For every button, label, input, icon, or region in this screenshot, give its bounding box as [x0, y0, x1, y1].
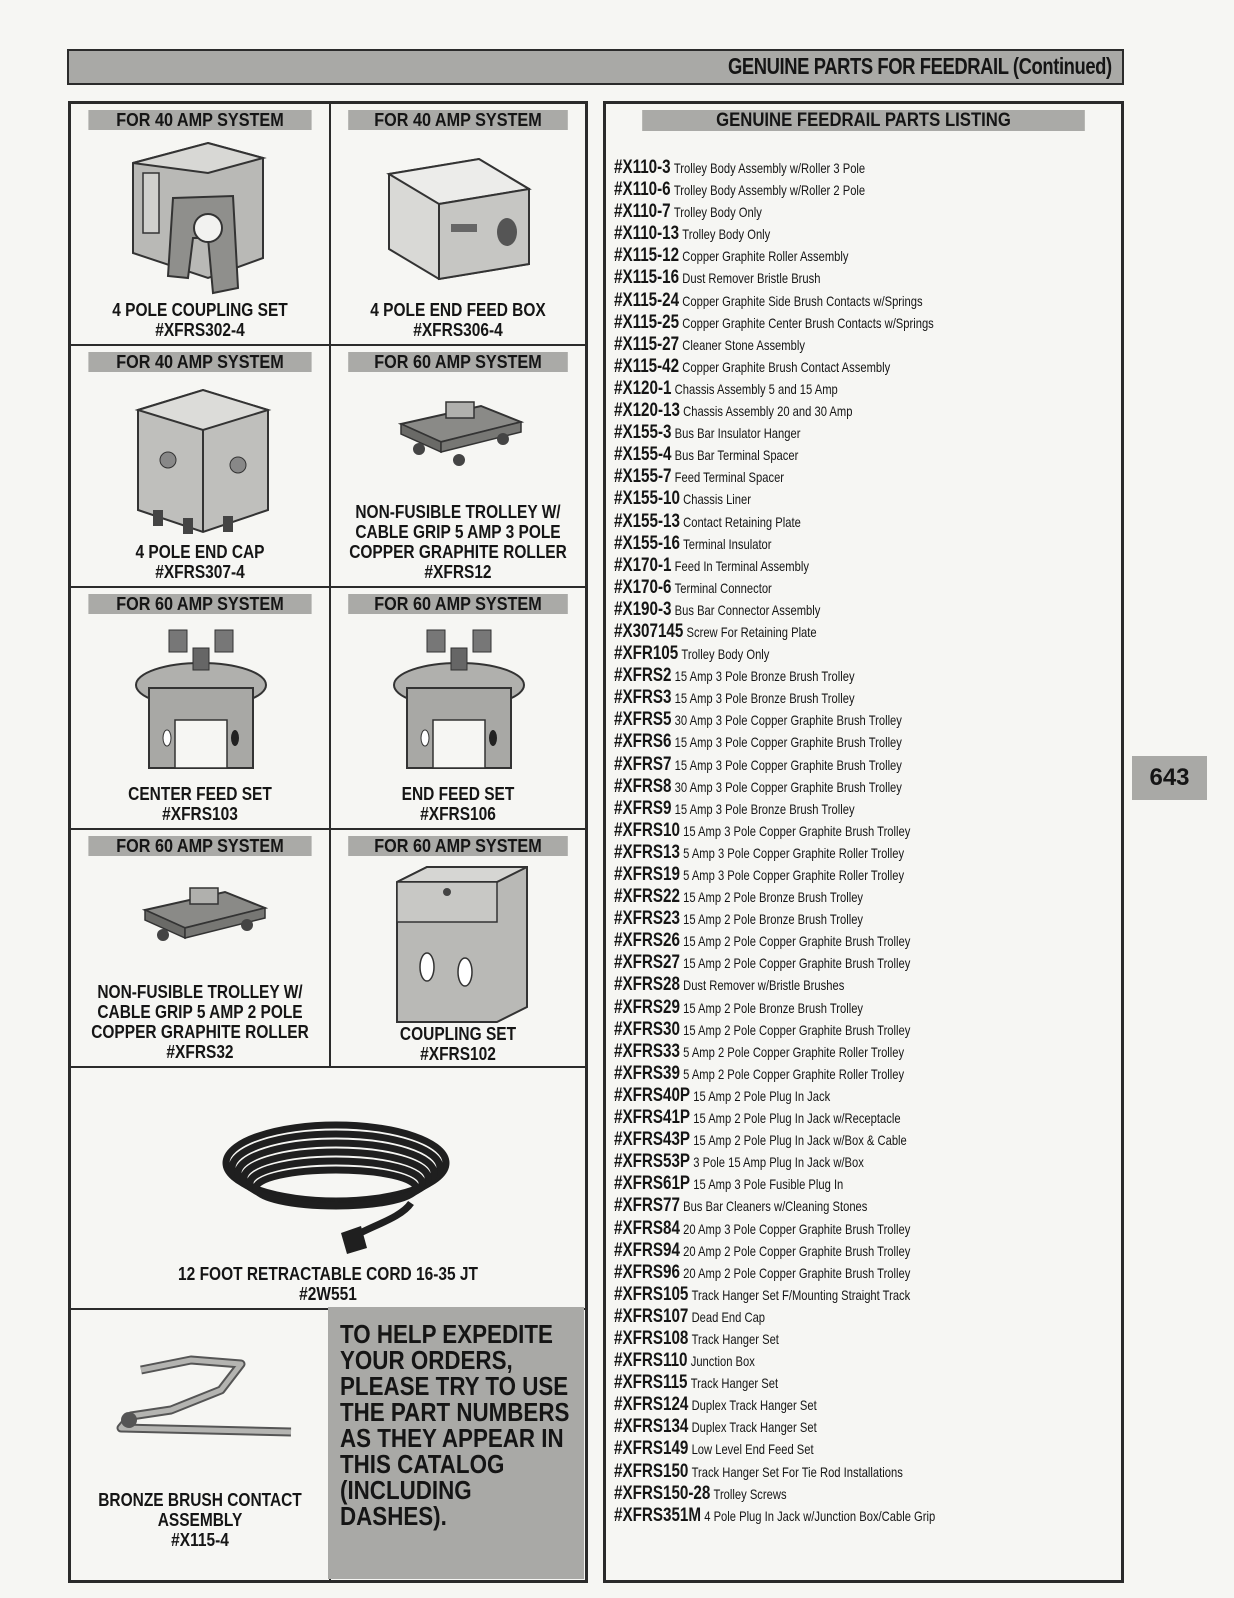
part-row [614, 599, 935, 621]
parts-list [614, 157, 1015, 1527]
part-description: 30 Amp 3 Pole Copper Graphite Brush Trolley [674, 712, 902, 729]
part-number: #X110-3 [614, 157, 671, 178]
part-number: #XFRS43P [614, 1129, 691, 1151]
part-row [614, 908, 935, 930]
system-label: FOR 40 AMP SYSTEM [88, 352, 311, 372]
part-row [614, 842, 935, 864]
part-number: #X307145 [614, 620, 684, 642]
part-description: 3 Pole 15 Amp Plug In Jack w/Box [693, 1154, 864, 1171]
parts-listing-title: GENUINE FEEDRAIL PARTS LISTING [642, 110, 1085, 131]
part-row [614, 1505, 935, 1527]
part-description: 15 Amp 3 Pole Copper Graphite Brush Trolley [674, 756, 902, 773]
part-number: #XFRS5 [614, 709, 672, 731]
part-description: 5 Amp 3 Pole Copper Graphite Roller Trolley [683, 844, 905, 861]
part-number: #X170-6 [614, 576, 672, 598]
part-number: #XFRS77 [614, 1195, 680, 1217]
product-caption: END FEED SET #XFRS106 [401, 784, 515, 824]
header-banner [67, 49, 1124, 85]
part-row [614, 290, 935, 312]
part-number: #X155-10 [614, 488, 680, 510]
part-row [614, 378, 935, 400]
part-description: 15 Amp 2 Pole Plug In Jack w/Box & Cable [693, 1132, 907, 1149]
part-row [614, 1284, 935, 1306]
part-number: #XFRS150 [614, 1460, 689, 1482]
part-number: #XFRS110 [614, 1350, 688, 1372]
product-cell-coupling-set [331, 830, 585, 1068]
part-description: Track Hanger Set [690, 1375, 779, 1392]
part-row [614, 754, 935, 776]
part-number: #XFRS124 [614, 1394, 689, 1416]
part-number: #X110-7 [614, 201, 671, 223]
part-number: #XFRS27 [614, 952, 680, 974]
part-row [614, 864, 935, 886]
part-number: #X115-12 [614, 245, 680, 267]
part-description: 15 Amp 3 Pole Copper Graphite Brush Trolley [683, 822, 911, 839]
part-row [614, 400, 935, 422]
part-row [614, 223, 935, 245]
part-number: #X120-13 [614, 400, 680, 422]
part-number: #XFRS13 [614, 841, 680, 863]
part-row [614, 533, 935, 555]
page-number-tab: 643 [1132, 756, 1207, 800]
product-caption: COUPLING SET #XFRS102 [399, 1024, 517, 1064]
part-row [614, 157, 935, 179]
part-description: 15 Amp 3 Pole Copper Graphite Brush Trolley [674, 734, 902, 751]
part-number: #XFRS107 [614, 1305, 689, 1327]
part-number: #XFRS7 [614, 753, 672, 775]
part-number: #XFRS105 [614, 1283, 689, 1305]
part-description: 4 Pole Plug In Jack w/Junction Box/Cable Grip [704, 1507, 936, 1524]
product-caption: 4 POLE END FEED BOX #XFRS306-4 [370, 300, 546, 340]
retractable-cord-photo [211, 1108, 461, 1258]
part-description: Feed In Terminal Assembly [674, 557, 809, 574]
part-number: #XFRS19 [614, 864, 680, 885]
part-row [614, 621, 935, 643]
part-row [614, 1085, 935, 1107]
part-row [614, 267, 935, 289]
part-description: 30 Amp 3 Pole Copper Graphite Brush Trolley [674, 778, 902, 795]
part-row [614, 1063, 935, 1085]
part-row [614, 577, 935, 599]
system-label: FOR 40 AMP SYSTEM [348, 110, 568, 130]
part-number: #X155-3 [614, 422, 672, 444]
part-number: #XFRS94 [614, 1239, 680, 1261]
part-number: #X155-7 [614, 466, 672, 488]
part-row [614, 687, 935, 709]
part-description: Track Hanger Set For Tie Rod Installations [691, 1463, 903, 1480]
product-cell-end-cap-4pole [71, 346, 331, 588]
part-description: Bus Bar Connector Assembly [674, 601, 821, 618]
part-row [614, 1218, 935, 1240]
part-number: #X115-16 [614, 267, 680, 289]
part-row [614, 1394, 935, 1416]
part-description: Trolley Body Only [673, 204, 762, 221]
part-description: 15 Amp 2 Pole Bronze Brush Trolley [683, 889, 864, 906]
part-row [614, 488, 935, 510]
product-caption: 12 FOOT RETRACTABLE CORD 16-35 JT #2W551 [178, 1264, 478, 1304]
part-description: Terminal Connector [674, 579, 772, 596]
part-row [614, 1306, 935, 1328]
part-number: #XFRS84 [614, 1217, 680, 1239]
part-description: 5 Amp 2 Pole Copper Graphite Roller Trolley [683, 1043, 905, 1060]
part-number: #X190-3 [614, 598, 672, 620]
page-title: GENUINE PARTS FOR FEEDRAIL (Continued) [728, 53, 1112, 79]
part-number: #XFRS53P [614, 1151, 691, 1173]
part-row [614, 1129, 935, 1151]
part-row [614, 820, 935, 842]
part-description: 15 Amp 2 Pole Plug In Jack w/Receptacle [693, 1110, 901, 1127]
trolley-2pole-photo [135, 880, 275, 960]
part-number: #X110-6 [614, 179, 671, 201]
part-description: Dead End Cap [691, 1308, 766, 1325]
part-row [614, 1438, 935, 1460]
part-description: Chassis Assembly 5 and 15 Amp [674, 380, 838, 397]
end-feed-set-photo [389, 620, 529, 785]
part-description: Terminal Insulator [683, 535, 772, 552]
part-row [614, 466, 935, 488]
part-description: 15 Amp 2 Pole Plug In Jack [693, 1087, 831, 1104]
part-number: #XFRS28 [614, 974, 680, 996]
product-cell-end-feed-set [331, 588, 585, 830]
part-description: Contact Retaining Plate [683, 513, 801, 530]
part-number: #XFRS115 [614, 1372, 688, 1394]
part-row [614, 1461, 935, 1483]
part-row [614, 1350, 935, 1372]
part-description: Trolley Body Assembly w/Roller 3 Pole [673, 160, 866, 176]
part-description: Low Level End Feed Set [691, 1441, 814, 1458]
part-description: 15 Amp 2 Pole Bronze Brush Trolley [683, 911, 864, 928]
part-row [614, 665, 935, 687]
part-description: 20 Amp 3 Pole Copper Graphite Brush Trolley [683, 1220, 911, 1237]
part-row [614, 511, 935, 533]
product-caption: CENTER FEED SET #XFRS103 [128, 784, 272, 824]
part-description: Copper Graphite Brush Contact Assembly [682, 358, 891, 375]
part-description: 15 Amp 3 Pole Bronze Brush Trolley [674, 668, 855, 685]
part-number: #X155-13 [614, 510, 680, 532]
part-row [614, 1416, 935, 1438]
product-caption: NON-FUSIBLE TROLLEY W/ CABLE GRIP 5 AMP 2 POLE COPPER GRAPHITE ROLLER #XFRS32 [91, 982, 309, 1062]
part-row [614, 1483, 935, 1505]
product-caption: 4 POLE COUPLING SET #XFRS302-4 [112, 300, 288, 340]
part-description: 15 Amp 2 Pole Bronze Brush Trolley [683, 999, 864, 1016]
part-row [614, 1173, 935, 1195]
part-description: 20 Amp 2 Pole Copper Graphite Brush Trolley [683, 1264, 911, 1281]
part-row [614, 1262, 935, 1284]
part-description: 15 Amp 2 Pole Copper Graphite Brush Trolley [683, 1021, 911, 1038]
product-cell-bronze-brush [71, 1310, 331, 1580]
part-row [614, 930, 935, 952]
part-description: Cleaner Stone Assembly [682, 336, 805, 353]
system-label: FOR 60 AMP SYSTEM [88, 836, 311, 856]
part-description: 15 Amp 3 Pole Fusible Plug In [693, 1176, 844, 1193]
part-number: #XFRS150-28 [614, 1482, 711, 1504]
part-number: #XFRS26 [614, 930, 680, 952]
part-row [614, 731, 935, 753]
product-cell-trolley-2pole [71, 830, 331, 1068]
part-row [614, 974, 935, 996]
part-description: Bus Bar Insulator Hanger [674, 425, 801, 442]
system-label: FOR 60 AMP SYSTEM [88, 594, 311, 614]
part-row [614, 798, 935, 820]
part-description: Trolley Body Only [682, 226, 771, 243]
product-caption: NON-FUSIBLE TROLLEY W/ CABLE GRIP 5 AMP 3 POLE COPPER GRAPHITE ROLLER #XFRS12 [349, 502, 567, 582]
part-row [614, 356, 935, 378]
part-row [614, 201, 935, 223]
expedite-notice: TO HELP EXPEDITE YOUR ORDERS, PLEASE TRY TO USE THE PART NUMBERS AS THEY APPEAR IN THIS CATALOG (INCLUDING DASHES). [328, 1307, 584, 1579]
coupling-set-photo [113, 138, 283, 298]
part-number: #XFRS3 [614, 687, 672, 709]
part-number: #XFRS9 [614, 797, 672, 819]
part-number: #XFRS39 [614, 1062, 680, 1084]
product-cell-end-feed-box [331, 104, 585, 346]
part-description: 5 Amp 2 Pole Copper Graphite Roller Trolley [683, 1065, 905, 1082]
part-number: #X115-27 [614, 333, 680, 355]
product-caption: 4 POLE END CAP #XFRS307-4 [135, 542, 265, 582]
part-row [614, 1041, 935, 1063]
part-row [614, 444, 935, 466]
part-row [614, 422, 935, 444]
part-number: #X115-42 [614, 355, 680, 377]
product-cell-center-feed [71, 588, 331, 830]
part-row [614, 952, 935, 974]
part-number: #X120-1 [614, 377, 672, 399]
part-description: Chassis Assembly 20 and 30 Amp [683, 403, 853, 420]
part-description: Trolley Screws [713, 1485, 787, 1502]
product-cell-trolley-3pole [331, 346, 585, 588]
part-description: Trolley Body Assembly w/Roller 2 Pole [673, 182, 866, 199]
end-feed-box-photo [379, 154, 539, 284]
part-number: #XFRS134 [614, 1416, 689, 1438]
part-number: #XFRS351M [614, 1504, 702, 1526]
part-description: Track Hanger Set [691, 1330, 779, 1347]
part-row [614, 1195, 935, 1217]
part-description: Feed Terminal Spacer [674, 469, 785, 486]
part-description: Dust Remover w/Bristle Brushes [683, 977, 845, 994]
part-description: Copper Graphite Side Brush Contacts w/Springs [682, 292, 923, 309]
part-row [614, 776, 935, 798]
system-label: FOR 60 AMP SYSTEM [348, 352, 568, 372]
part-number: #X170-1 [614, 554, 672, 576]
part-row [614, 1107, 935, 1129]
part-description: Bus Bar Cleaners w/Cleaning Stones [683, 1198, 868, 1215]
part-row [614, 1019, 935, 1041]
part-row [614, 1372, 935, 1394]
part-row [614, 643, 935, 665]
part-row [614, 1328, 935, 1350]
part-row [614, 709, 935, 731]
part-number: #XFRS22 [614, 886, 680, 908]
part-number: #X115-24 [614, 289, 680, 311]
part-row [614, 312, 935, 334]
part-description: 15 Amp 3 Pole Bronze Brush Trolley [674, 800, 855, 817]
system-label: FOR 40 AMP SYSTEM [88, 110, 311, 130]
part-number: #XFRS29 [614, 996, 680, 1018]
part-description: Junction Box [690, 1353, 755, 1370]
part-description: 15 Amp 3 Pole Bronze Brush Trolley [674, 690, 855, 707]
part-number: #XFRS2 [614, 665, 672, 687]
part-description: Track Hanger Set F/Mounting Straight Track [691, 1286, 911, 1303]
part-number: #X155-4 [614, 444, 672, 466]
end-cap-photo [123, 380, 283, 540]
part-number: #X110-13 [614, 223, 680, 245]
part-row [614, 886, 935, 908]
system-label: FOR 60 AMP SYSTEM [348, 836, 568, 856]
part-row [614, 334, 935, 356]
parts-listing-panel [603, 101, 1124, 1583]
part-description: 20 Amp 2 Pole Copper Graphite Brush Trolley [683, 1242, 911, 1259]
part-number: #X115-25 [614, 311, 680, 333]
part-description: Bus Bar Terminal Spacer [674, 447, 799, 464]
part-number: #XFRS10 [614, 819, 680, 841]
part-description: 15 Amp 2 Pole Copper Graphite Brush Trolley [683, 933, 911, 950]
part-number: #XFRS8 [614, 775, 672, 797]
product-cell-coupling-4pole [71, 104, 331, 346]
part-number: #XFRS23 [614, 908, 680, 930]
part-number: #XFRS40P [614, 1084, 691, 1106]
part-number: #XFRS96 [614, 1261, 680, 1283]
part-description: Duplex Track Hanger Set [691, 1397, 817, 1414]
part-description: Trolley Body Only [681, 646, 770, 663]
part-row [614, 179, 935, 201]
product-caption: BRONZE BRUSH CONTACT ASSEMBLY #X115-4 [98, 1490, 302, 1550]
part-description: Copper Graphite Center Brush Contacts w/Springs [682, 314, 934, 331]
part-row [614, 245, 935, 267]
part-description: Duplex Track Hanger Set [691, 1419, 817, 1436]
coupling-set-60amp-photo [387, 862, 537, 1027]
part-number: #XFRS30 [614, 1018, 680, 1040]
part-number: #X155-16 [614, 532, 680, 554]
center-feed-set-photo [131, 620, 271, 785]
part-description: Copper Graphite Roller Assembly [682, 248, 849, 265]
part-row [614, 1151, 935, 1173]
part-row [614, 997, 935, 1019]
part-description: Dust Remover Bristle Brush [682, 270, 821, 287]
part-description: Screw For Retaining Plate [686, 623, 817, 640]
part-number: #XFRS6 [614, 731, 672, 753]
trolley-3pole-photo [391, 394, 531, 474]
part-number: #XFRS149 [614, 1438, 689, 1460]
part-number: #XFRS61P [614, 1173, 691, 1195]
part-description: 15 Amp 2 Pole Copper Graphite Brush Trolley [683, 955, 911, 972]
part-number: #XFRS108 [614, 1327, 689, 1349]
system-label: FOR 60 AMP SYSTEM [348, 594, 568, 614]
part-row [614, 555, 935, 577]
product-cell-retractable-cord [71, 1068, 585, 1310]
bronze-brush-photo [101, 1350, 301, 1450]
part-row [614, 1240, 935, 1262]
part-description: 5 Amp 3 Pole Copper Graphite Roller Trolley [683, 867, 905, 883]
part-number: #XFRS41P [614, 1107, 691, 1129]
part-description: Chassis Liner [683, 491, 751, 508]
part-number: #XFR105 [614, 643, 679, 665]
part-number: #XFRS33 [614, 1040, 680, 1062]
